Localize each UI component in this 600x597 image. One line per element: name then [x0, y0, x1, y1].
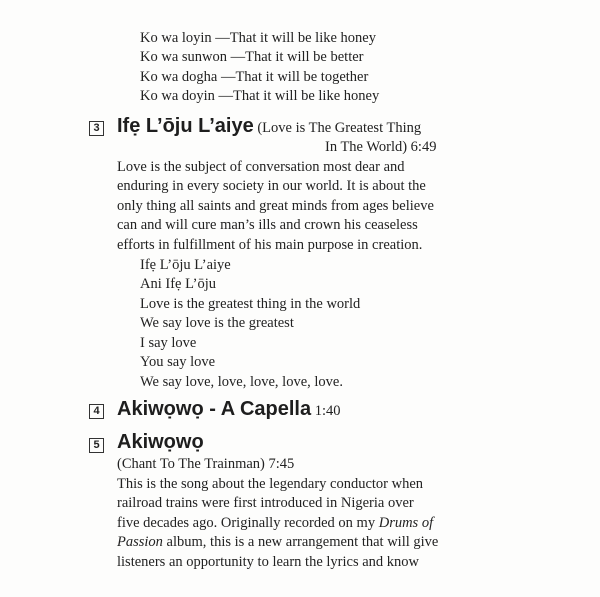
track-subtitle: In The World) 6:49 — [325, 139, 437, 155]
track-title: Akiwọwọ - A Capella — [117, 398, 312, 420]
lyric-line: Ko wa doyin —That it will be like honey — [140, 88, 380, 104]
track-title: Ifẹ L’ōju L’aiye — [117, 115, 254, 137]
album-title: Passion — [117, 534, 163, 550]
lyric-line: Ifẹ L’ōju L’aiye — [140, 257, 231, 273]
paragraph-line: efforts in fulfillment of his main purpose in creation. — [117, 237, 423, 253]
lyric-line: We say love, love, love, love, love. — [140, 374, 343, 390]
lyric-line: You say love — [140, 354, 216, 370]
track-heading — [117, 431, 204, 454]
paragraph-line: only thing all saints and great minds from ages believe — [117, 198, 434, 214]
track-title: Akiwọwọ — [117, 431, 204, 453]
lyric-line: Ani Ifẹ L’ōju — [140, 276, 216, 292]
lyric-line: Love is the greatest thing in the world — [140, 296, 361, 312]
lyric-line: I say love — [140, 335, 197, 351]
paragraph-text: album, this is a new arrangement that will give — [162, 534, 439, 550]
paragraph-line — [117, 514, 433, 533]
track-number: 5 — [89, 438, 104, 453]
track-heading — [117, 398, 341, 421]
track-subtitle: (Chant To The Trainman) 7:45 — [117, 456, 295, 472]
lyric-line: We say love is the greatest — [140, 315, 294, 331]
lyric-line: Ko wa sunwon —That it will be better — [140, 49, 364, 65]
paragraph-line: Love is the subject of conversation most dear and — [117, 159, 405, 175]
lyric-line: Ko wa loyin —That it will be like honey — [140, 30, 376, 46]
track-subtitle: (Love is The Greatest Thing — [257, 120, 422, 136]
track-duration: 1:40 — [314, 403, 341, 419]
lyric-line: Ko wa dogha —That it will be together — [140, 69, 369, 85]
album-title: Drums of — [378, 515, 434, 531]
track-heading — [117, 115, 421, 138]
paragraph-line — [117, 533, 438, 552]
track-number: 4 — [89, 404, 104, 419]
paragraph-line: can and will cure man’s ills and crown his ceaseless — [117, 217, 418, 233]
paragraph-line: railroad trains were first introduced in Nigeria over — [117, 495, 414, 511]
paragraph-line: enduring in every society in our world. It is about the — [117, 178, 426, 194]
paragraph-text: five decades ago. Originally recorded on my — [117, 515, 379, 531]
track-number: 3 — [89, 121, 104, 136]
paragraph-line: listeners an opportunity to learn the lyrics and know — [117, 554, 420, 570]
paragraph-line: This is the song about the legendary conductor when — [117, 476, 424, 492]
